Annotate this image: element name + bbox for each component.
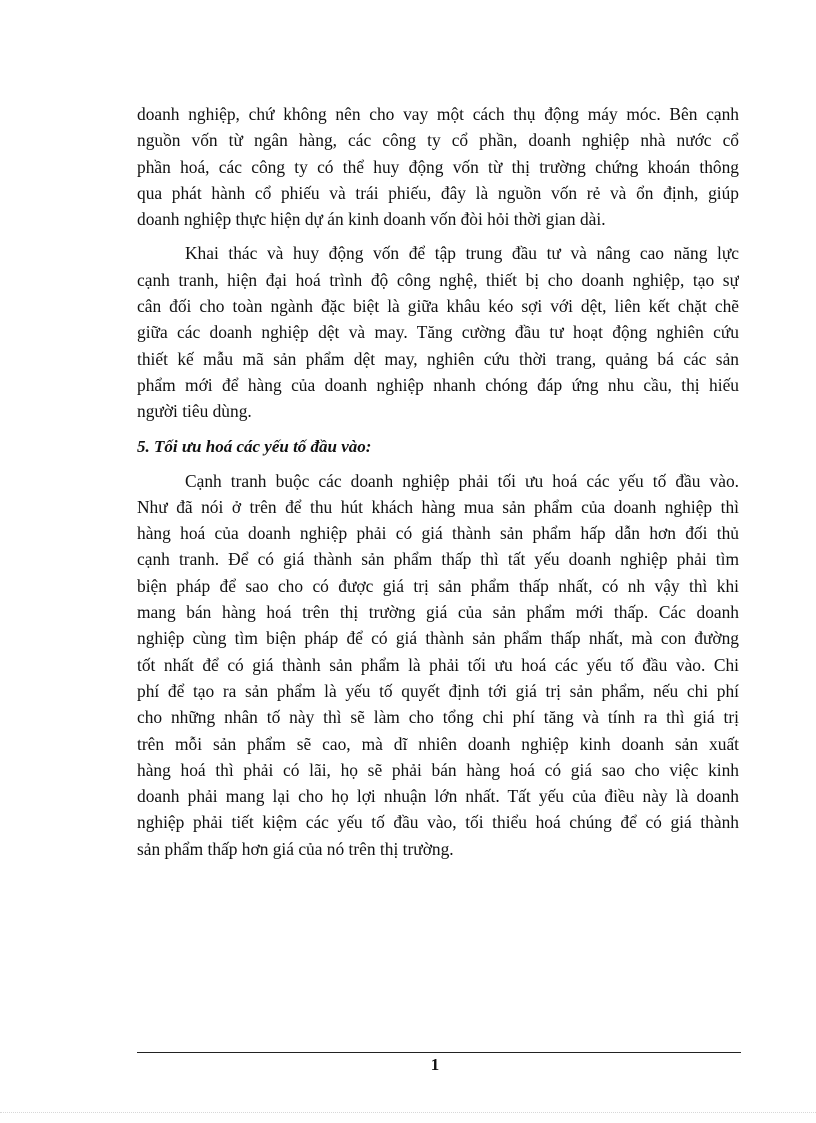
page-number: 1 [430, 1055, 440, 1074]
text-line: người tiêu dùng. [137, 401, 252, 422]
text-line: nguồn vốn từ ngân hàng, các công ty cổ phần, doanh nghiệp nhà nước cổ [137, 130, 739, 151]
text-line: hàng hoá của doanh nghiệp phải có giá thành sản phẩm hấp dẫn hơn đối thủ [137, 523, 739, 544]
text-line: tốt nhất để có giá thành sản phẩm là phải tối ưu hoá các yếu tố đầu vào. Chi [137, 654, 739, 675]
text-line: Cạnh tranh buộc các doanh nghiệp phải tối ưu hoá các yếu tố đầu vào. [185, 470, 739, 491]
text-line: trên mỗi sản phẩm sẽ cao, mà dĩ nhiên doanh nghiệp kinh doanh sản xuất [137, 733, 739, 754]
text-line: doanh phải mang lại cho họ lợi nhuận lớn nhất. Tất yếu của điều này là doanh [137, 786, 739, 807]
text-line: cho những nhân tố này thì sẽ làm cho tổng chi phí tăng và tính ra thì giá trị [137, 707, 739, 728]
paragraph-1 [137, 101, 739, 232]
text-line: nghiệp cùng tìm biện pháp để có giá thành sản phẩm thấp nhất, mà con đường [137, 628, 739, 649]
paragraph-2 [137, 240, 739, 424]
document-body [137, 101, 739, 862]
text-line: phần hoá, các công ty có thể huy động vốn từ thị trường chứng khoán thông [137, 156, 739, 177]
footer-divider [137, 1052, 741, 1053]
text-line: qua phát hành cổ phiếu và trái phiếu, đây là nguồn vốn rẻ và ổn định, giúp [137, 182, 739, 203]
text-line: biện pháp để sao cho có được giá trị sản phẩm thấp nhất, có nh vậy thì khi [137, 575, 739, 596]
text-line: giữa các doanh nghiệp dệt và may. Tăng cường đầu tư hoạt động nghiên cứu [137, 322, 739, 343]
paragraph-3 [137, 468, 739, 862]
text-line: sản phẩm thấp hơn giá của nó trên thị trường. [137, 838, 454, 859]
text-line: cân đối cho toàn ngành đặc biệt là giữa khâu kéo sợi với dệt, liên kết chặt chẽ [137, 296, 739, 317]
text-line: phẩm mới để hàng của doanh nghiệp nhanh chóng đáp ứng nhu cầu, thị hiếu [137, 374, 739, 395]
text-line: hàng hoá thì phải có lãi, họ sẽ phải bán hàng hoá có giá sao cho việc kinh [137, 759, 739, 780]
text-line: phí để tạo ra sản phẩm là yếu tố quyết định tới giá trị sản phẩm, nếu chi phí [137, 680, 739, 701]
text-line: cạnh tranh. Để có giá thành sản phẩm thấp thì tất yếu doanh nghiệp phải tìm [137, 549, 739, 570]
text-line: doanh nghiệp thực hiện dự án kinh doanh vốn đòi hỏi thời gian dài. [137, 209, 606, 230]
page-bottom-dotted-edge [0, 1112, 816, 1113]
text-line: nghiệp phải tiết kiệm các yếu tố đầu vào, tối thiểu hoá chúng để có giá thành [137, 812, 739, 833]
text-line: Khai thác và huy động vốn để tập trung đầu tư và nâng cao năng lực [185, 243, 739, 264]
text-line: Như đã nói ở trên để thu hút khách hàng mua sản phẩm của doanh nghiệp thì [137, 496, 739, 517]
text-line: cạnh tranh, hiện đại hoá trình độ công nghệ, thiết bị cho doanh nghiệp, tạo sự [137, 269, 739, 290]
section-heading: 5. Tối ưu hoá các yếu tố đầu vào: [137, 436, 372, 456]
text-line: thiết kế mẫu mã sản phẩm dệt may, nghiên cứu thời trang, quảng bá các sản [137, 348, 739, 369]
text-line: mang bán hàng hoá trên thị trường giá của sản phẩm mới thấp. Các doanh [137, 602, 739, 623]
text-line: doanh nghiệp, chứ không nên cho vay một cách thụ động máy móc. Bên cạnh [137, 104, 739, 124]
